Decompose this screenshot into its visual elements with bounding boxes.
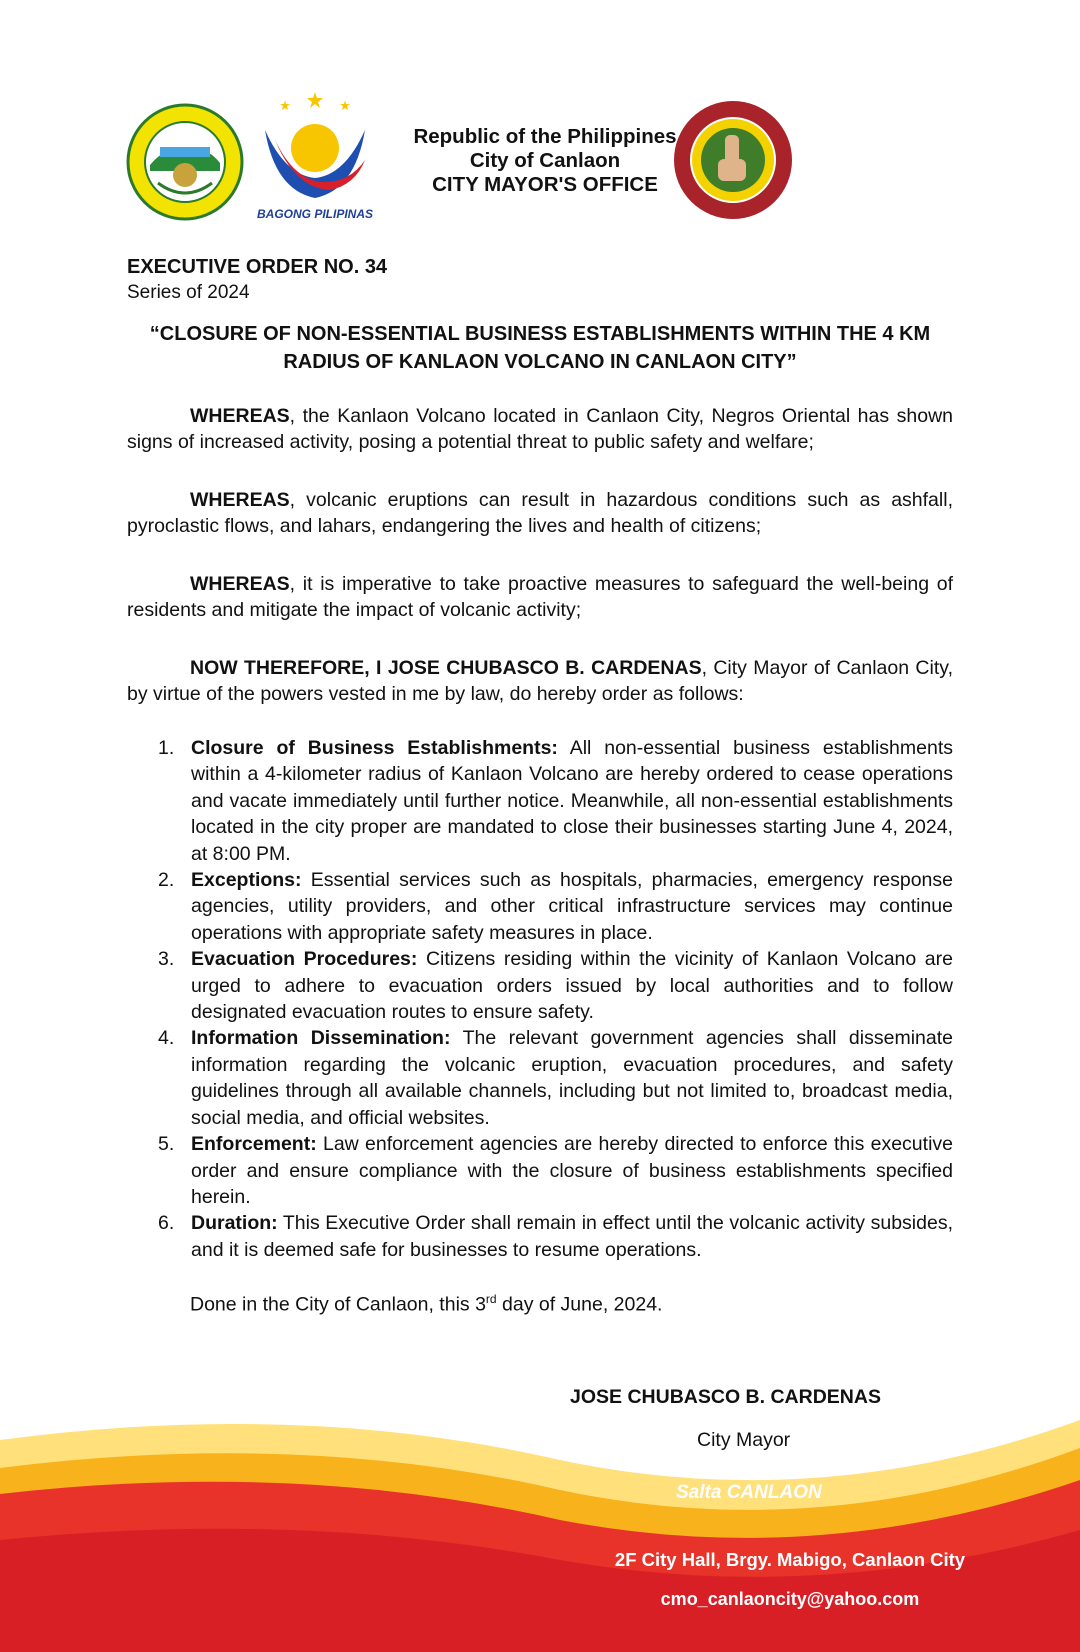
executive-order-series: Series of 2024 — [127, 282, 250, 303]
now-therefore-text: , City Mayor of Canlaon City, by virtue of the powers vested in me by law, do hereby order as follows: — [127, 657, 953, 705]
salta-canlaon-logo: Salta CANLAON — [676, 1482, 822, 1503]
letterhead-line-office: CITY MAYOR'S OFFICE — [432, 173, 658, 196]
done-text-before: Done in the City of Canlaon, this 3 — [190, 1293, 486, 1316]
letterhead-line-republic: Republic of the Philippines — [413, 125, 677, 148]
list-item — [158, 1025, 953, 1131]
footer-address: 2F City Hall, Brgy. Mabigo, Canlaon City — [614, 1549, 966, 1570]
letterhead-line-city: City of Canlaon — [469, 149, 621, 172]
whereas-clause-1 — [127, 403, 953, 455]
executive-order-number: EXECUTIVE ORDER NO. 34 — [127, 256, 388, 278]
whereas-lead: WHEREAS — [190, 573, 290, 595]
list-item-title: Duration: — [191, 1212, 278, 1235]
whereas-clause-2 — [127, 487, 953, 539]
whereas-text: , it is imperative to take proactive measures to safeguard the well-being of residents and mitigate the impact of volcanic activity; — [127, 573, 953, 621]
list-item — [158, 1131, 953, 1210]
bagong-pilipinas-logo — [255, 90, 375, 225]
order-provisions-list — [158, 735, 953, 1263]
list-item-number: 2. — [158, 869, 175, 892]
list-item-text: Essential services such as hospitals, pharmacies, emergency response agencies, utility providers, and other critical infrastructure services may continue operations with appropriate safety measures in place. — [191, 869, 953, 944]
done-text-after: day of June, 2024. — [496, 1293, 663, 1316]
executive-order-heading: “CLOSURE OF NON-ESSENTIAL BUSINESS ESTABLISHMENTS WITHIN THE 4 KM RADIUS OF KANLAON VOLCANO IN CANLAON CITY” — [149, 323, 931, 373]
done-ordinal-suffix: rd — [485, 1292, 497, 1306]
list-item-number: 4. — [158, 1027, 175, 1050]
list-item-title: Evacuation Procedures: — [191, 948, 418, 971]
footer-wave-background — [0, 1420, 1080, 1652]
list-item-text: All non-essential business establishments within a 4-kilometer radius of Kanlaon Volcano are hereby ordered to cease operations and vacate immediately until further notice. Meanwhile, all non-essential establishments located in the city proper are mandated to close their businesses starting June 4, 2024, at 8:00 PM. — [191, 737, 953, 865]
list-item — [158, 1210, 953, 1263]
list-item-text: Law enforcement agencies are hereby directed to enforce this executive order and ensure compliance with the closure of business establishments specified herein. — [191, 1133, 953, 1208]
list-item — [158, 735, 953, 867]
list-item-text: This Executive Order shall remain in effect until the volcanic activity subsides, and it is deemed safe for businesses to resume operations. — [191, 1212, 953, 1261]
list-item-title: Enforcement: — [191, 1133, 317, 1156]
list-item-text: The relevant government agencies shall disseminate information regarding the volcanic eruption, evacuation procedures, and safety guidelines through all available channels, including but not limited to, broadcast media, social media, and official websites. — [191, 1027, 953, 1129]
signatory-name: JOSE CHUBASCO B. CARDENAS — [570, 1386, 881, 1408]
list-item-title: Exceptions: — [191, 869, 302, 892]
list-item-title: Information Dissemination: — [191, 1027, 451, 1050]
now-therefore-lead: NOW THEREFORE, I JOSE CHUBASCO B. CARDENAS — [190, 657, 702, 679]
list-item-number: 5. — [158, 1133, 175, 1156]
list-item-number: 3. — [158, 948, 175, 971]
list-item-number: 1. — [158, 737, 175, 759]
list-item-number: 6. — [158, 1212, 175, 1235]
whereas-text: , the Kanlaon Volcano located in Canlaon City, Negros Oriental has shown signs of increased activity, posing a potential threat to public safety and welfare; — [127, 405, 953, 453]
footer-email[interactable]: cmo_canlaoncity@yahoo.com — [660, 1589, 920, 1609]
list-item — [158, 867, 953, 946]
mayors-office-seal-logo — [672, 99, 794, 221]
signatory-title: City Mayor — [697, 1429, 791, 1451]
now-therefore-clause — [127, 655, 953, 707]
city-seal-logo — [126, 103, 244, 221]
bagong-pilipinas-label: BAGONG PILIPINAS — [256, 207, 374, 221]
letterhead — [400, 125, 690, 197]
list-item-text: Citizens residing within the vicinity of Kanlaon Volcano are urged to adhere to evacuation orders issued by local authorities and to follow designated evacuation routes to ensure safety. — [191, 948, 953, 1024]
whereas-clause-3 — [127, 571, 953, 623]
whereas-lead: WHEREAS — [190, 405, 290, 427]
list-item — [158, 946, 953, 1025]
whereas-text: , volcanic eruptions can result in hazardous conditions such as ashfall, pyroclastic flows, and lahars, endangering the lives and health of citizens; — [127, 489, 953, 537]
whereas-lead: WHEREAS — [190, 489, 290, 511]
done-statement — [190, 1292, 662, 1317]
list-item-title: Closure of Business Establishments: — [191, 737, 558, 759]
